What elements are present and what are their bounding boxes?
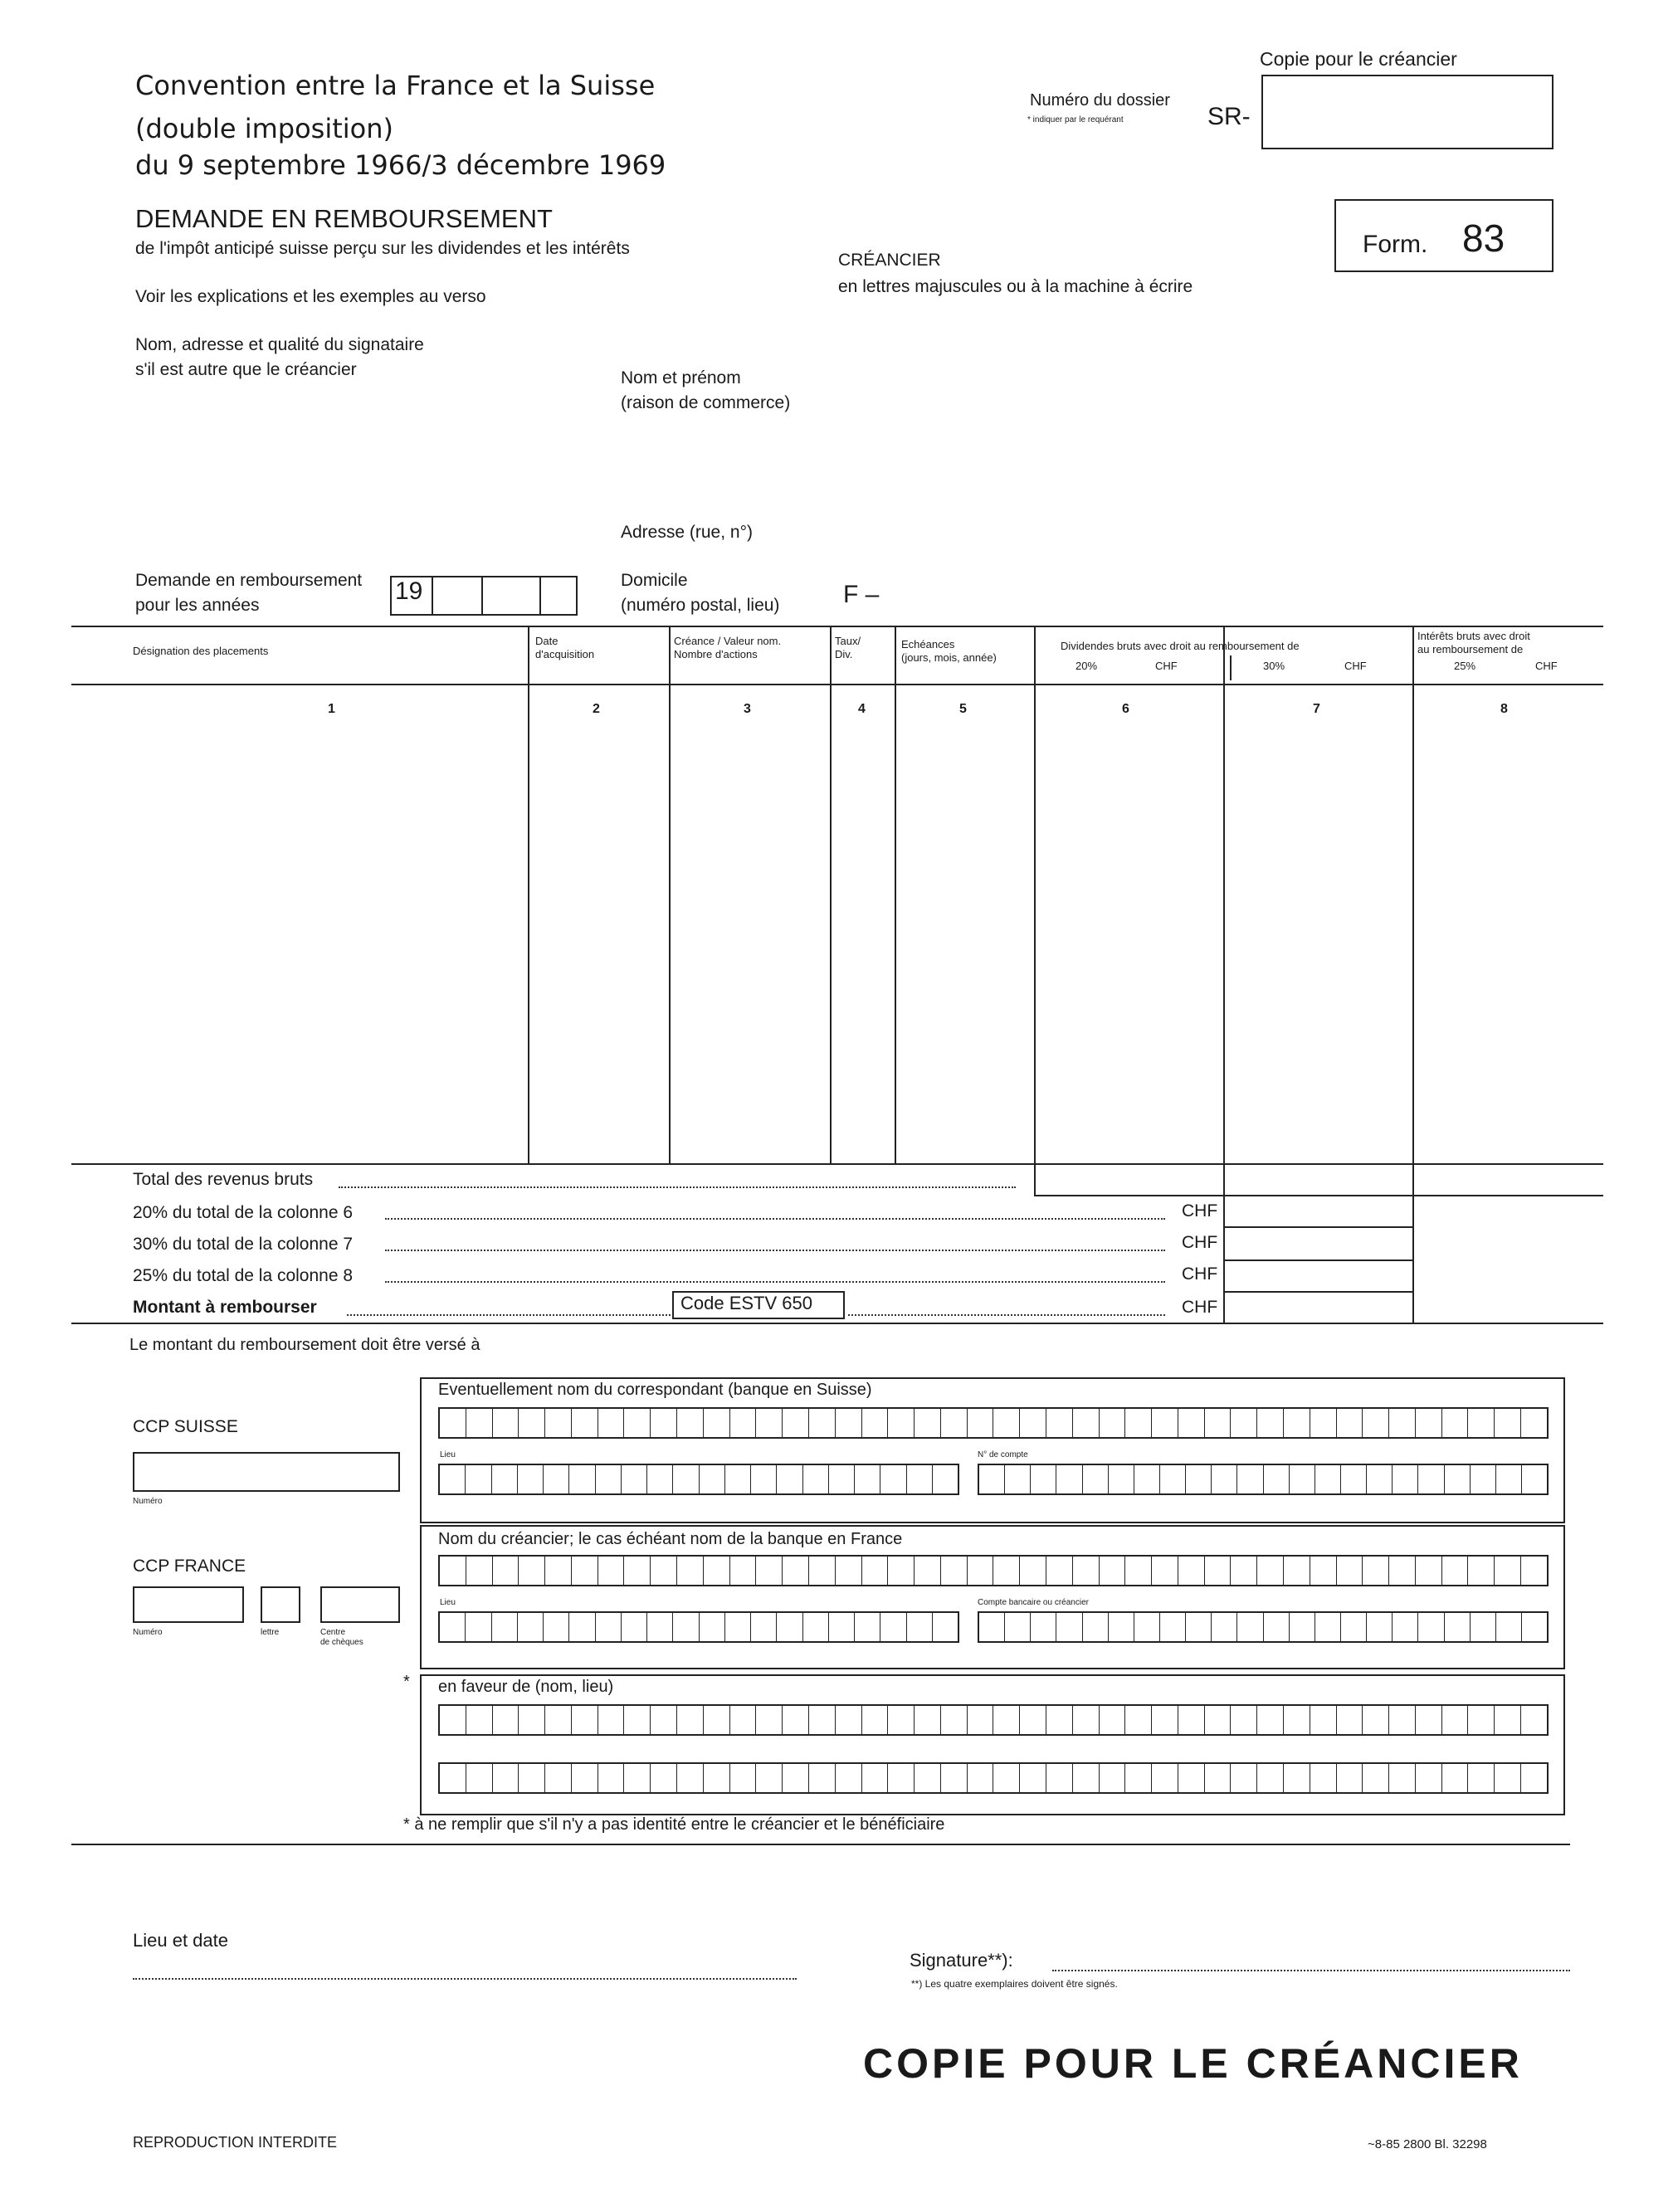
- year-field-2[interactable]: [481, 577, 539, 614]
- dossier-label: Numéro du dossier: [1030, 91, 1170, 110]
- signature-line[interactable]: [1052, 1970, 1570, 1971]
- total-25-label: 25% du total de la colonne 8: [133, 1266, 354, 1285]
- demande-subtitle: de l'impôt anticipé suisse perçu sur les dividendes et les intérêts: [135, 239, 630, 258]
- correspondent-name-cells[interactable]: [438, 1407, 1549, 1439]
- header-echeances-2: (jours, mois, année): [901, 651, 997, 664]
- ccp-france-lettre-caption: lettre: [261, 1628, 280, 1637]
- col-divider-4: [895, 626, 896, 1165]
- col-number-4: 4: [858, 702, 866, 716]
- ccp-france-label: CCP FRANCE: [133, 1557, 246, 1576]
- ccp-france-letter-field[interactable]: [261, 1586, 300, 1623]
- col-number-3: 3: [744, 702, 751, 716]
- header-c7-rate: 30%: [1263, 660, 1285, 672]
- f-prefix: F –: [843, 581, 880, 608]
- col-divider-5: [1034, 626, 1036, 1196]
- nom-prenom-label: Nom et prénom: [621, 368, 741, 387]
- total-30-dots: [385, 1250, 1165, 1251]
- title-line2: (double imposition): [135, 113, 394, 144]
- col-divider-3: [830, 626, 832, 1165]
- voir-verso: Voir les explications et les exemples au verso: [135, 287, 486, 306]
- total-30-label: 30% du total de la colonne 7: [133, 1235, 354, 1254]
- creancier-compte-caption: Compte bancaire ou créancier: [978, 1598, 1089, 1607]
- creancier-compte-cells[interactable]: [978, 1611, 1549, 1643]
- total-revenus-dots: [339, 1186, 1016, 1188]
- col-number-2: 2: [593, 702, 600, 716]
- header-creance-2: Nombre d'actions: [674, 648, 758, 660]
- signataire-label-2: s'il est autre que le créancier: [135, 360, 357, 379]
- header-designation: Désignation des placements: [133, 645, 269, 657]
- beneficiary-cells-2[interactable]: [438, 1762, 1549, 1794]
- ccp-france-numero-caption: Numéro: [133, 1628, 163, 1637]
- domicile-label: Domicile: [621, 571, 688, 590]
- dossier-note: * indiquer par le requérant: [1027, 115, 1124, 124]
- demande-annees-label-1: Demande en remboursement: [135, 571, 363, 590]
- col-number-1: 1: [328, 702, 335, 716]
- beneficiary-cells-1[interactable]: [438, 1704, 1549, 1736]
- year-field-1[interactable]: [432, 577, 481, 614]
- correspondent-lieu-cells[interactable]: [438, 1464, 959, 1495]
- beneficiary-star: *: [403, 1673, 410, 1691]
- beneficiary-title: en faveur de (nom, lieu): [438, 1678, 614, 1696]
- totals-rule-3: [1223, 1291, 1414, 1293]
- signature-note: **) Les quatre exemplaires doivent être signés.: [911, 1978, 1118, 1990]
- year-field-3[interactable]: [539, 577, 576, 614]
- signataire-label-1: Nom, adresse et qualité du signataire: [135, 335, 424, 354]
- table-body-rule: [71, 1163, 1603, 1165]
- col-number-8: 8: [1500, 702, 1508, 716]
- payment-bottom-rule: [71, 1844, 1570, 1845]
- total-25-chf: CHF: [1182, 1264, 1218, 1284]
- total-revenus-label: Total des revenus bruts: [133, 1170, 314, 1189]
- totals-rule-2: [1223, 1259, 1414, 1261]
- col-number-6: 6: [1122, 702, 1129, 716]
- montant-dots-1: [347, 1314, 671, 1316]
- copie-label: Copie pour le créancier: [1260, 48, 1457, 70]
- montant-label: Montant à rembourser: [133, 1298, 317, 1317]
- header-dividendes: Dividendes bruts avec droit au remboursement de: [1061, 640, 1300, 652]
- col-divider-2: [669, 626, 671, 1165]
- ccp-france-number-field[interactable]: [133, 1586, 244, 1623]
- entry-date-area[interactable]: [529, 685, 669, 1163]
- demande-annees-label-2: pour les années: [135, 596, 260, 615]
- title-line1: Convention entre la France et la Suisse: [135, 70, 656, 101]
- header-interets-2: au remboursement de: [1417, 643, 1524, 655]
- montant-dots-2: [848, 1314, 1165, 1316]
- table-bottom-rule: [71, 1323, 1603, 1324]
- copie-big-title: COPIE POUR LE CRÉANCIER: [863, 2040, 1523, 2087]
- creancier-subheading: en lettres majuscules ou à la machine à écrire: [838, 277, 1193, 296]
- table-header-rule: [71, 684, 1603, 685]
- total-20-dots: [385, 1218, 1165, 1220]
- signature-label: Signature**):: [910, 1950, 1013, 1971]
- creancier-heading: CRÉANCIER: [838, 251, 941, 270]
- correspondent-compte-cells[interactable]: [978, 1464, 1549, 1495]
- form-number: 83: [1462, 217, 1505, 260]
- total-30-chf: CHF: [1182, 1233, 1218, 1252]
- payment-intro: Le montant du remboursement doit être versé à: [129, 1336, 480, 1354]
- correspondent-bank-title: Eventuellement nom du correspondant (banque en Suisse): [438, 1381, 872, 1399]
- year-prefix: 19: [395, 577, 423, 605]
- sr-prefix: SR-: [1207, 103, 1251, 130]
- totals-rule-1: [1223, 1226, 1414, 1228]
- correspondent-compte-caption: N° de compte: [978, 1450, 1028, 1459]
- total-20-label: 20% du total de la colonne 6: [133, 1203, 354, 1222]
- ccp-france-centre-caption-1: Centre: [320, 1628, 346, 1637]
- years-box[interactable]: [390, 576, 578, 616]
- lieu-date-line[interactable]: [133, 1978, 797, 1980]
- raison-label: (raison de commerce): [621, 393, 791, 412]
- form-number-box: [1334, 199, 1554, 272]
- dossier-number-box[interactable]: [1261, 75, 1554, 149]
- col-number-7: 7: [1313, 702, 1320, 716]
- correspondent-lieu-caption: Lieu: [440, 1450, 456, 1459]
- beneficiary-footnote: * à ne remplir que s'il n'y a pas identité entre le créancier et le bénéficiaire: [403, 1815, 945, 1834]
- creancier-lieu-cells[interactable]: [438, 1611, 959, 1643]
- demande-title: DEMANDE EN REMBOURSEMENT: [135, 204, 553, 233]
- header-taux-2: Div.: [835, 648, 853, 660]
- header-echeances-1: Echéances: [901, 638, 955, 650]
- header-interets-1: Intérêts bruts avec droit: [1417, 630, 1530, 642]
- domicile-sublabel: (numéro postal, lieu): [621, 596, 780, 615]
- lieu-date-label: Lieu et date: [133, 1930, 228, 1951]
- header-c7-chf: CHF: [1344, 660, 1367, 672]
- ccp-france-centre-field[interactable]: [320, 1586, 400, 1623]
- ccp-suisse-number-field[interactable]: [133, 1452, 400, 1492]
- adresse-label: Adresse (rue, n°): [621, 523, 753, 542]
- creancier-name-cells[interactable]: [438, 1555, 1549, 1586]
- header-taux-1: Taux/: [835, 635, 861, 647]
- montant-chf: CHF: [1182, 1298, 1218, 1317]
- form-reference-code: ~8-85 2800 Bl. 32298: [1368, 2137, 1487, 2151]
- ccp-suisse-label: CCP SUISSE: [133, 1417, 238, 1436]
- header-date-2: d'acquisition: [535, 648, 595, 660]
- form-label: Form.: [1363, 231, 1428, 258]
- ccp-france-centre-caption-2: de chèques: [320, 1638, 363, 1647]
- creancier-lieu-caption: Lieu: [440, 1598, 456, 1607]
- col-number-5: 5: [959, 702, 967, 716]
- table-top-rule: [71, 626, 1603, 627]
- header-date-1: Date: [535, 635, 558, 647]
- header-c8-chf: CHF: [1535, 660, 1558, 672]
- code-estv: Code ESTV 650: [672, 1291, 845, 1319]
- reproduction-notice: REPRODUCTION INTERDITE: [133, 2134, 338, 2151]
- header-c8-rate: 25%: [1454, 660, 1476, 672]
- header-c6-chf: CHF: [1155, 660, 1178, 672]
- title-line3: du 9 septembre 1966/3 décembre 1969: [135, 149, 666, 181]
- total-25-dots: [385, 1281, 1165, 1283]
- col67-mid-tick: [1230, 655, 1232, 680]
- creancier-bank-title: Nom du créancier; le cas échéant nom de la banque en France: [438, 1530, 903, 1548]
- total-20-chf: CHF: [1182, 1201, 1218, 1220]
- header-creance-1: Créance / Valeur nom.: [674, 635, 782, 647]
- ccp-suisse-numero-caption: Numéro: [133, 1497, 163, 1506]
- header-c6-rate: 20%: [1076, 660, 1098, 672]
